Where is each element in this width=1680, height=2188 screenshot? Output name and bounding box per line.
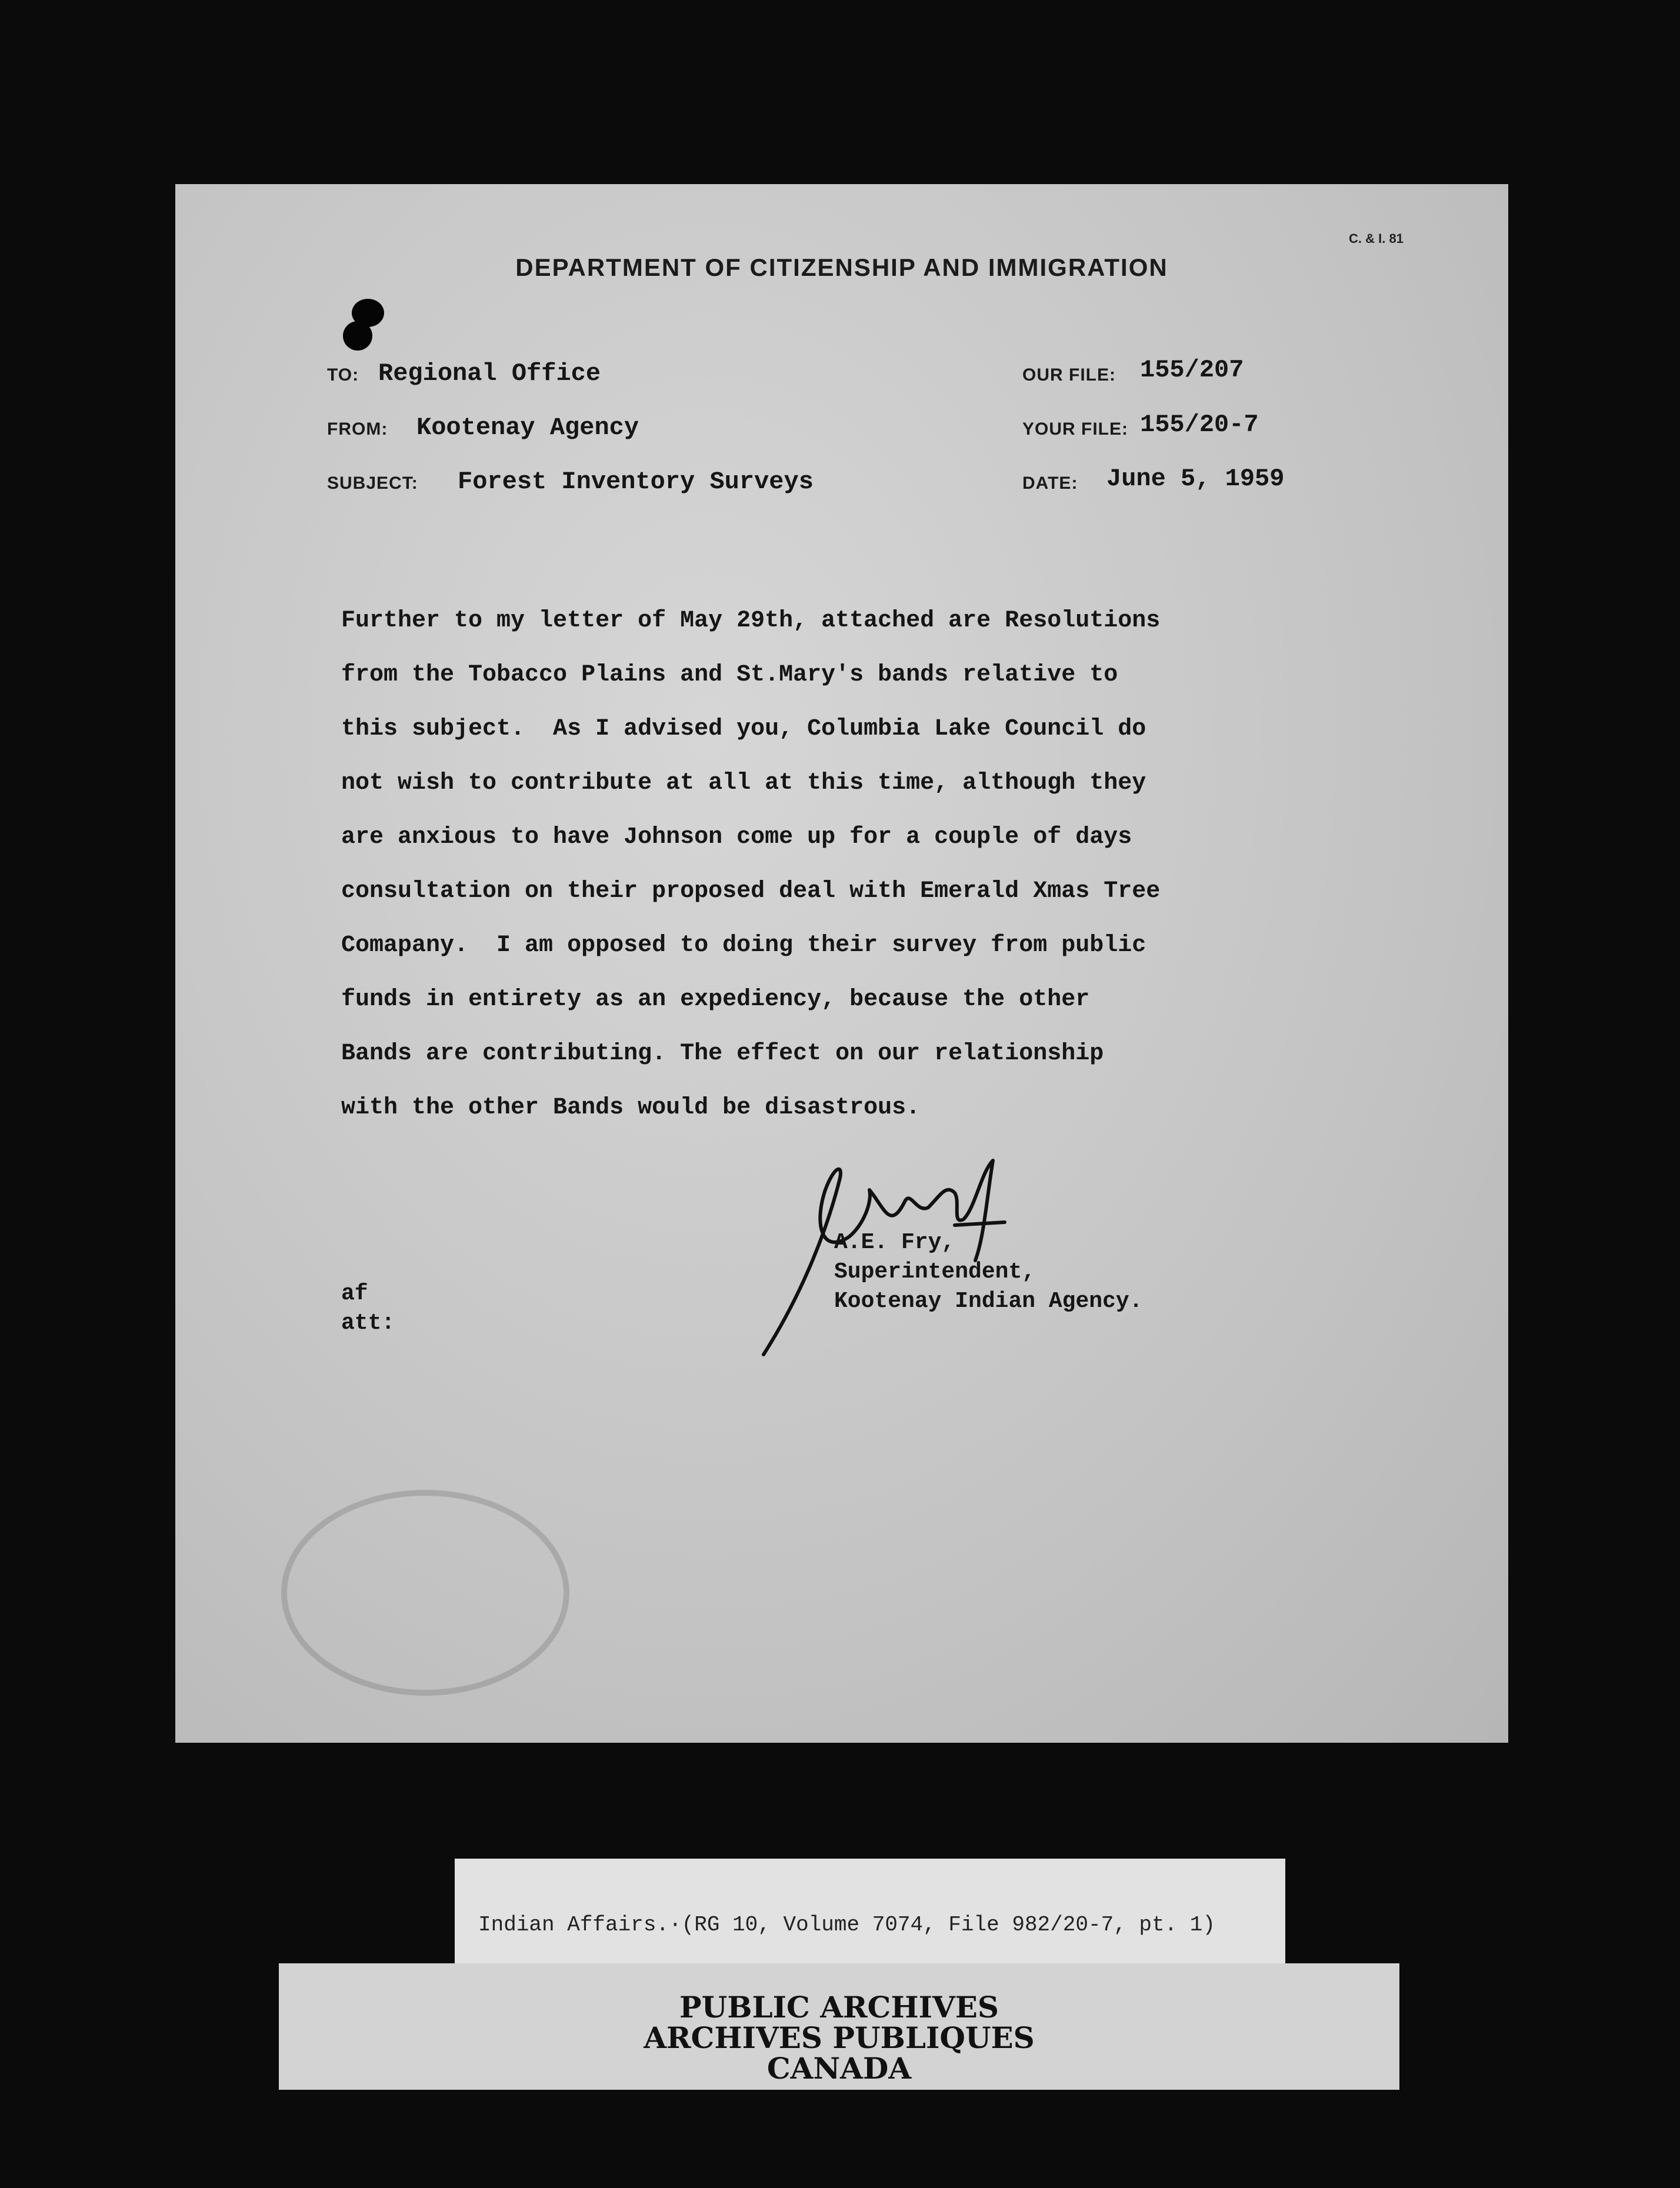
attachment-note: att:	[341, 1310, 395, 1336]
body-line: from the Tobacco Plains and St.Mary's bands relative to	[341, 662, 1118, 688]
faded-stamp	[281, 1490, 569, 1696]
reference-text: Indian Affairs.·(RG 10, Volume 7074, File 982/20-7, pt. 1)	[478, 1913, 1216, 1937]
date-value: June 5, 1959	[1106, 465, 1285, 493]
letter-body	[341, 594, 1400, 1135]
archive-line-en: PUBLIC ARCHIVES	[679, 1990, 999, 2024]
department-heading: DEPARTMENT OF CITIZENSHIP AND IMMIGRATION	[515, 254, 1168, 281]
ink-blot	[343, 321, 372, 351]
body-line: with the other Bands would be disastrous.	[341, 1095, 921, 1121]
archive-line-country: CANADA	[766, 2051, 912, 2086]
from-label: FROM:	[327, 419, 388, 439]
to-value: Regional Office	[378, 359, 601, 388]
body-line: this subject. As I advised you, Columbia Lake Council do	[341, 716, 1146, 742]
from-value: Kootenay Agency	[416, 413, 639, 442]
subject-label: SUBJECT:	[327, 473, 418, 493]
signatory-office: Kootenay Indian Agency.	[834, 1289, 1143, 1314]
body-line: funds in entirety as an expediency, because the other	[341, 986, 1090, 1013]
signature-block	[834, 1228, 1143, 1316]
your-file-label: YOUR FILE:	[1022, 419, 1128, 439]
body-line: are anxious to have Johnson come up for a couple of days	[341, 824, 1132, 850]
body-line: Bands are contributing. The effect on our relationship	[341, 1040, 1104, 1067]
initials-block	[341, 1279, 395, 1338]
archive-strip	[279, 1963, 1399, 2090]
body-line: not wish to contribute at all at this time, although they	[341, 770, 1146, 796]
to-label: TO:	[327, 365, 359, 385]
signatory-title: Superintendent,	[834, 1259, 1036, 1285]
our-file-value: 155/207	[1140, 356, 1244, 384]
subject-value: Forest Inventory Surveys	[458, 468, 814, 496]
your-file-value: 155/20-7	[1140, 411, 1259, 439]
letter-sheet	[175, 184, 1508, 1743]
our-file-label: OUR FILE:	[1022, 365, 1116, 385]
body-line: Comapany. I am opposed to doing their survey from public	[341, 932, 1146, 959]
archive-line-fr: ARCHIVES PUBLIQUES	[644, 2020, 1035, 2055]
form-code: C. & I. 81	[1349, 231, 1404, 246]
typist-initials: af	[341, 1281, 368, 1306]
signatory-name: A.E. Fry,	[834, 1230, 955, 1255]
body-line: consultation on their proposed deal with Emerald Xmas Tree	[341, 878, 1161, 905]
date-label: DATE:	[1022, 473, 1078, 493]
body-line: Further to my letter of May 29th, attached are Resolutions	[341, 608, 1161, 634]
